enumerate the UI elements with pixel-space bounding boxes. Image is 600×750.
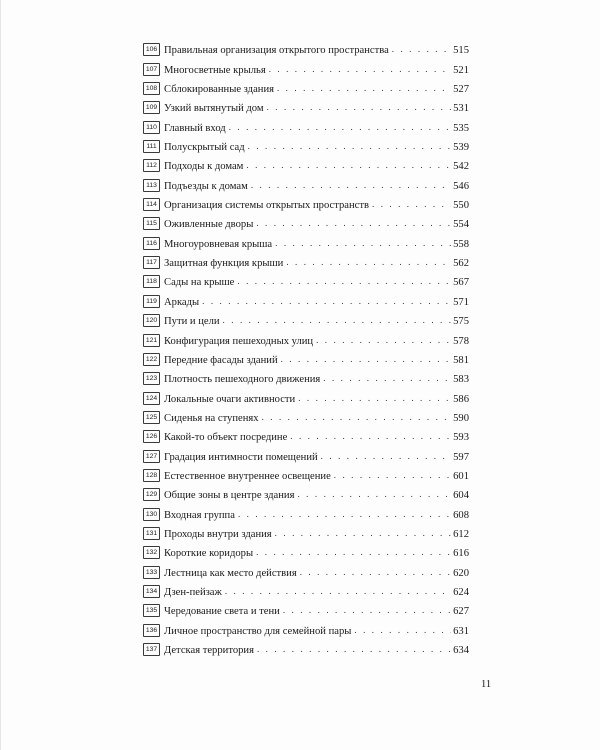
dot-leader (298, 392, 451, 405)
dot-leader (316, 334, 451, 347)
dot-leader (323, 372, 451, 385)
entry-title: Сиденья на ступенях (164, 412, 259, 424)
toc-entry-131[interactable] (143, 522, 469, 541)
pattern-number-box: 119 (143, 295, 160, 308)
dot-leader (392, 43, 451, 56)
toc-entry-128[interactable] (143, 464, 469, 483)
dot-leader (275, 237, 451, 250)
toc-entry-126[interactable] (143, 425, 469, 444)
dot-leader (256, 217, 451, 230)
entry-title: Пути и цели (164, 316, 220, 328)
entry-page-number: 521 (453, 64, 469, 76)
toc-entry-125[interactable] (143, 406, 469, 425)
entry-page-number: 578 (453, 335, 469, 347)
toc-entry-137[interactable] (143, 638, 469, 657)
pattern-number-box: 117 (143, 256, 160, 269)
dot-leader (238, 508, 451, 521)
pattern-number-box: 123 (143, 372, 160, 385)
toc-entry-113[interactable] (143, 173, 469, 192)
entry-page-number: 550 (453, 200, 469, 212)
pattern-number-box: 132 (143, 546, 160, 559)
pattern-number-box: 134 (143, 585, 160, 598)
entry-page-number: 597 (453, 451, 469, 463)
pattern-number-box: 112 (143, 159, 160, 172)
dot-leader (334, 469, 451, 482)
entry-page-number: 542 (453, 161, 469, 173)
toc-entry-107[interactable] (143, 57, 469, 76)
entry-title: Многоуровневая крыша (164, 238, 273, 250)
pattern-number-box: 127 (143, 450, 160, 463)
entry-page-number: 562 (453, 258, 469, 270)
toc-entry-135[interactable] (143, 599, 469, 618)
pattern-number-box: 133 (143, 566, 160, 579)
dot-leader (251, 179, 451, 192)
pattern-number-box: 137 (143, 643, 160, 656)
pattern-number-box: 136 (143, 624, 160, 637)
toc-entry-116[interactable] (143, 231, 469, 250)
entry-title: Чередование света и тени (164, 606, 280, 618)
pattern-number-box: 116 (143, 237, 160, 250)
entry-page-number: 631 (453, 625, 469, 637)
entry-page-number: 558 (453, 238, 469, 250)
dot-leader (354, 624, 451, 637)
entry-page-number: 535 (453, 122, 469, 134)
toc-entry-132[interactable] (143, 541, 469, 560)
entry-title: Организация системы открытых пространств (164, 200, 369, 212)
pattern-number-box: 124 (143, 392, 160, 405)
dot-leader (321, 450, 451, 463)
entry-title: Входная группа (164, 509, 235, 521)
dot-leader (269, 63, 451, 76)
toc-entry-106[interactable] (143, 38, 469, 57)
entry-page-number: 604 (453, 490, 469, 502)
dot-leader (202, 295, 451, 308)
entry-title: Плотность пешеходного движения (164, 374, 321, 386)
pattern-number-box: 114 (143, 198, 160, 211)
pattern-number-box: 113 (143, 179, 160, 192)
entry-title: Короткие коридоры (164, 548, 254, 560)
toc-entry-119[interactable] (143, 289, 469, 308)
dot-leader (225, 585, 451, 598)
entry-title: Локальные очаги активности (164, 393, 296, 405)
entry-title: Сблокированные здания (164, 84, 274, 96)
entry-page-number: 634 (453, 645, 469, 656)
toc-entry-133[interactable] (143, 560, 469, 579)
pattern-number-box: 129 (143, 488, 160, 501)
pattern-number-box: 125 (143, 411, 160, 424)
entry-page-number: 581 (453, 354, 469, 366)
dot-leader (372, 198, 451, 211)
entry-title: Сады на крыше (164, 277, 235, 289)
pattern-number-box: 126 (143, 430, 160, 443)
entry-page-number: 539 (453, 142, 469, 154)
entry-title: Естественное внутреннее освещение (164, 470, 331, 482)
toc-entry-111[interactable] (143, 135, 469, 154)
entry-page-number: 601 (453, 470, 469, 482)
pattern-number-box: 107 (143, 63, 160, 76)
entry-title: Подходы к домам (164, 161, 244, 173)
pattern-number-box: 131 (143, 527, 160, 540)
dot-leader (248, 140, 451, 153)
entry-page-number: 593 (453, 432, 469, 444)
pattern-number-box: 122 (143, 353, 160, 366)
toc-entry-124[interactable] (143, 386, 469, 405)
dot-leader (256, 546, 451, 559)
entry-title: Общие зоны в центре здания (164, 490, 295, 502)
dot-leader (237, 275, 451, 288)
entry-page-number: 620 (453, 567, 469, 579)
entry-page-number: 583 (453, 374, 469, 386)
entry-page-number: 624 (453, 586, 469, 598)
entry-title: Подъезды к домам (164, 180, 248, 192)
pattern-number-box: 130 (143, 508, 160, 521)
entry-title: Градация интимности помещений (164, 451, 318, 463)
entry-page-number: 571 (453, 296, 469, 308)
pattern-number-box: 110 (143, 121, 160, 134)
dot-leader (223, 314, 452, 327)
dot-leader (246, 159, 451, 172)
toc-entry-114[interactable] (143, 193, 469, 212)
entry-page-number: 546 (453, 180, 469, 192)
pattern-number-box: 106 (143, 43, 160, 56)
dot-leader (286, 256, 451, 269)
toc-entry-123[interactable] (143, 367, 469, 386)
entry-page-number: 575 (453, 316, 469, 328)
entry-page-number: 586 (453, 393, 469, 405)
entry-title: Детская территория (164, 645, 254, 656)
pattern-number-box: 109 (143, 101, 160, 114)
toc-entry-112[interactable] (143, 154, 469, 173)
toc-entry-109[interactable] (143, 96, 469, 115)
entry-title: Личное пространство для семейной пары (164, 625, 352, 637)
pattern-number-box: 111 (143, 140, 160, 153)
entry-page-number: 590 (453, 412, 469, 424)
toc-entry-110[interactable] (143, 115, 469, 134)
entry-page-number: 567 (453, 277, 469, 289)
dot-leader (262, 411, 452, 424)
entry-title: Лестница как место действия (164, 567, 297, 579)
entry-title: Конфигурация пешеходных улиц (164, 335, 314, 347)
entry-page-number: 554 (453, 219, 469, 231)
entry-page-number: 531 (453, 103, 469, 115)
entry-title: Узкий вытянутый дом (164, 103, 264, 115)
toc-entry-122[interactable] (143, 348, 469, 367)
pattern-number-box: 135 (143, 604, 160, 617)
pattern-number-box: 115 (143, 217, 160, 230)
toc-entry-136[interactable] (143, 618, 469, 637)
entry-title: Передние фасады зданий (164, 354, 278, 366)
entry-title: Аркады (164, 296, 200, 308)
entry-page-number: 515 (453, 45, 469, 57)
pattern-number-box: 108 (143, 82, 160, 95)
toc-entry-134[interactable] (143, 580, 469, 599)
page-number: 11 (481, 679, 492, 690)
dot-leader (300, 566, 451, 579)
pattern-number-box: 120 (143, 314, 160, 327)
toc-entry-120[interactable] (143, 309, 469, 328)
entry-title: Полускрытый сад (164, 142, 245, 154)
toc-entry-127[interactable] (143, 444, 469, 463)
dot-leader (275, 527, 451, 540)
toc-entry-115[interactable] (143, 212, 469, 231)
toc-entry-108[interactable] (143, 77, 469, 96)
table-of-contents (143, 38, 469, 657)
pattern-number-box: 121 (143, 334, 160, 347)
entry-title: Защитная функция крыши (164, 258, 284, 270)
entry-page-number: 612 (453, 528, 469, 540)
pattern-number-box: 118 (143, 275, 160, 288)
toc-entry-130[interactable] (143, 502, 469, 521)
dot-leader (257, 643, 451, 656)
toc-entry-118[interactable] (143, 270, 469, 289)
toc-entry-121[interactable] (143, 328, 469, 347)
toc-entry-129[interactable] (143, 483, 469, 502)
entry-page-number: 616 (453, 548, 469, 560)
pattern-number-box: 128 (143, 469, 160, 482)
dot-leader (267, 101, 452, 114)
entry-title: Дзен-пейзаж (164, 586, 222, 598)
dot-leader (281, 353, 451, 366)
dot-leader (283, 604, 451, 617)
dot-leader (290, 430, 451, 443)
toc-entry-117[interactable] (143, 251, 469, 270)
dot-leader (277, 82, 451, 95)
entry-page-number: 608 (453, 509, 469, 521)
entry-title: Главный вход (164, 122, 226, 134)
entry-title: Какой-то объект посредине (164, 432, 288, 444)
entry-page-number: 527 (453, 84, 469, 96)
entry-title: Правильная организация открытого пространства (164, 45, 389, 57)
dot-leader (297, 488, 451, 501)
entry-title: Проходы внутри здания (164, 528, 272, 540)
dot-leader (229, 121, 451, 134)
entry-title: Многосветные крылья (164, 64, 266, 76)
entry-page-number: 627 (453, 606, 469, 618)
entry-title: Оживленные дворы (164, 219, 254, 231)
